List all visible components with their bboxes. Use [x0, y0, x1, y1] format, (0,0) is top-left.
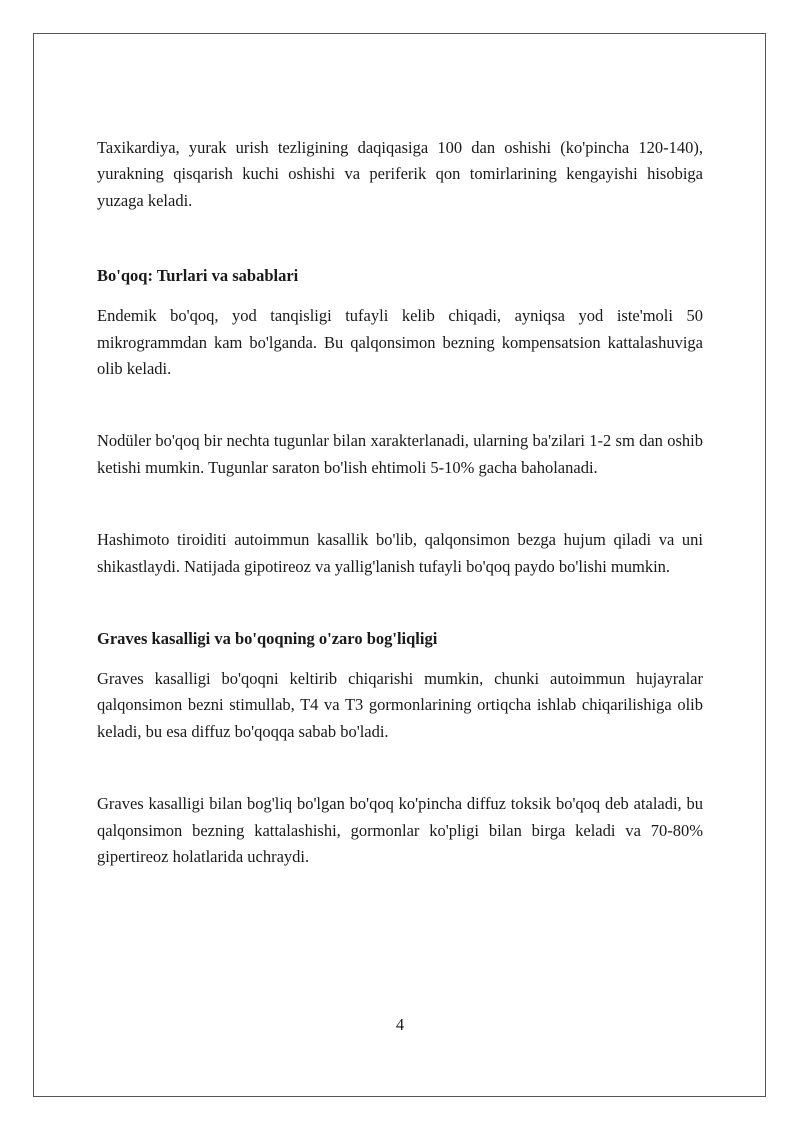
heading-goiter-types: Bo'qoq: Turlari va sabablari [97, 266, 299, 286]
paragraph-diffuse-toxic-goiter: Graves kasalligi bilan bog'liq bo'lgan bo'qoq ko'pincha diffuz toksik bo'qoq deb ataladi, bu qalqonsimon bezning kattalashishi, gormonlar ko'pligi bilan birga keladi va 70-80% gipertireoz holatlarida uchraydi. [97, 794, 703, 867]
page-number: 4 [395, 1015, 405, 1034]
paragraph-hashimoto: Hashimoto tiroiditi autoimmun kasallik bo'lib, qalqonsimon bezga hujum qiladi va uni shikastlaydi. Natijada gipotireoz va yallig'lanish tufayli bo'qoq paydo bo'lishi mumkin. [97, 530, 703, 576]
paragraph-graves-cause: Graves kasalligi bo'qoqni keltirib chiqarishi mumkin, chunki autoimmun hujayralar qalqonsimon bezni stimullab, T4 va T3 gormonlarining ortiqcha ishlab chiqarilishiga olib keladi, bu esa diffuz bo'qoqqa sabab bo'ladi. [97, 669, 703, 741]
paragraph-tachycardia: Taxikardiya, yurak urish tezligining daqiqasiga 100 dan oshishi (ko'pincha 120-140), yurakning qisqarish kuchi oshishi va periferik qon tomirlarining kengayishi hisobiga yuzaga keladi. [97, 138, 703, 210]
page-content [97, 135, 703, 871]
heading-graves-disease: Graves kasalligi va bo'qoqning o'zaro bog'liqligi [97, 629, 438, 649]
paragraph-nodular-goiter: Nodüler bo'qoq bir nechta tugunlar bilan xarakterlanadi, ularning ba'zilari 1-2 sm dan oshib ketishi mumkin. Tugunlar saraton bo'lish ehtimoli 5-10% gacha baholanadi. [97, 431, 703, 477]
paragraph-endemic-goiter: Endemik bo'qoq, yod tanqisligi tufayli kelib chiqadi, ayniqsa yod iste'moli 50 mikrogrammdan kam bo'lganda. Bu qalqonsimon bezning kompensatsion kattalashuviga olib keladi. [97, 306, 703, 379]
